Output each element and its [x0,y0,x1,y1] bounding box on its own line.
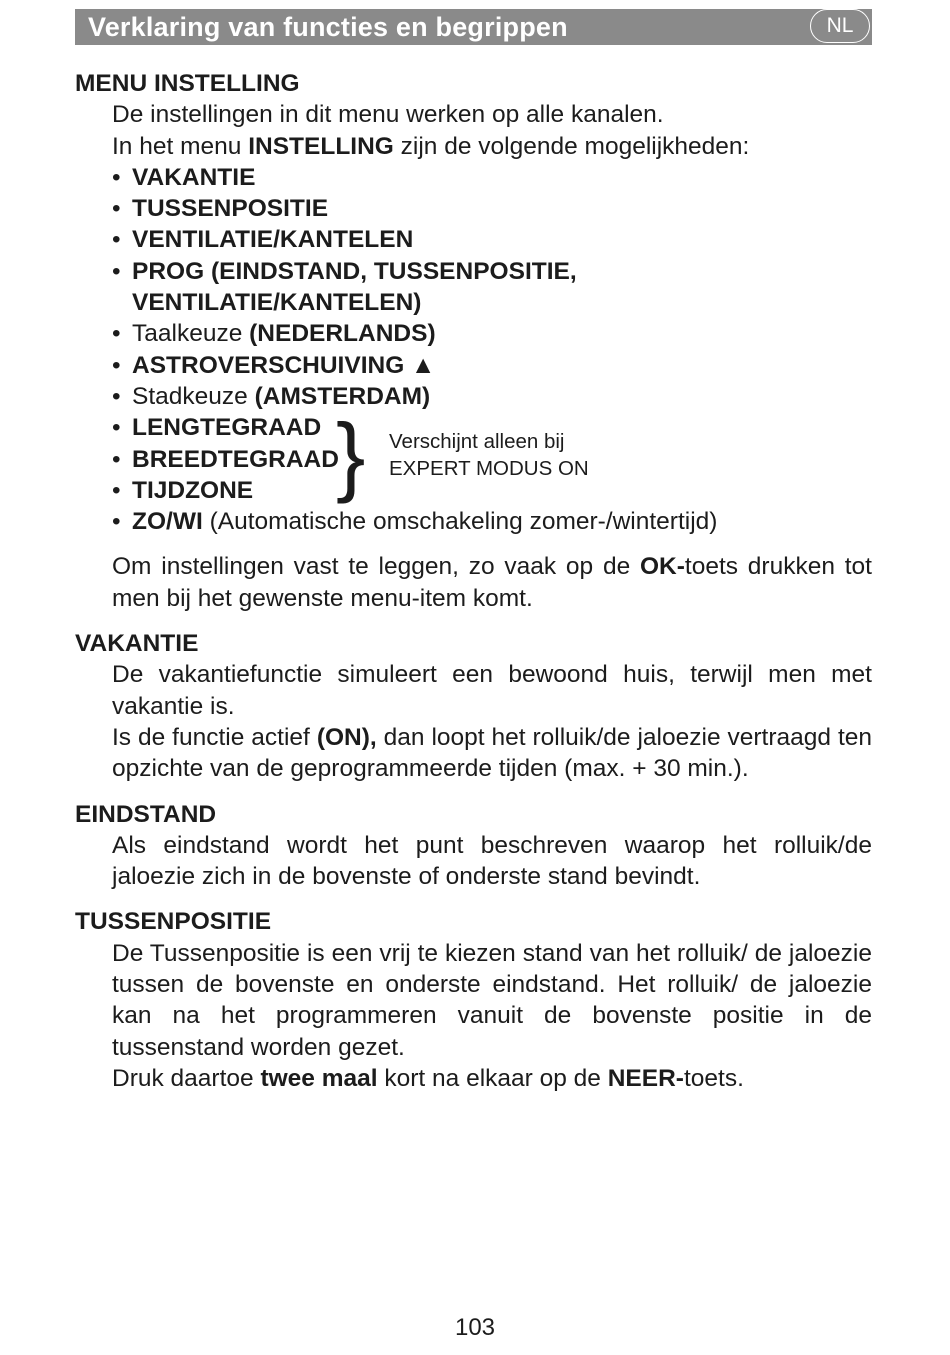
ok-instruction [112,551,872,614]
option-label: TUSSENPOSITIE [132,195,329,223]
list-item [112,193,872,224]
option-label: PROG (EINDSTAND, TUSSENPOSITIE, [132,257,577,285]
list-item [112,162,872,193]
text-middle: kort na elkaar op de [377,1064,608,1092]
bullet-icon: • [112,195,121,223]
option-label: Taalkeuze [132,320,250,348]
list-item [112,256,872,319]
option-label: TIJDZONE [132,476,254,504]
option-label: LENGTEGRAAD [132,414,322,442]
options-list-end [112,506,872,537]
paragraph [112,1063,872,1094]
option-description: (Automatische omschakeling zomer-/wintertijd) [202,508,718,536]
list-item [112,506,872,537]
ok-text-bold: OK- [639,553,685,581]
paragraph: Als eindstand wordt het punt beschreven waarop het rolluik/de jaloezie zich in de bovenste of onderste stand bevindt. [112,831,872,891]
list-item [112,224,872,255]
section-eindstand [75,799,872,893]
option-label-continued: VENTILATIE/KANTELEN) [132,289,422,317]
section-heading: VAKANTIE [75,630,199,658]
bullet-icon: • [112,476,121,504]
text-bold: (ON), [316,723,377,751]
option-label: ZO/WI [132,508,203,536]
option-label: Stadkeuze [132,382,255,410]
expert-note-line2: EXPERT MODUS ON [389,457,589,481]
section-menu-instelling [75,68,872,614]
lead-text [112,131,872,162]
text-before: Druk daartoe [112,1064,261,1092]
list-item [112,350,872,381]
section-tussenpositie [75,906,872,1094]
bullet-icon: • [112,445,121,473]
list-item [112,381,872,412]
bullet-icon: • [112,508,121,536]
page-title: Verklaring van functies en begrippen [88,12,568,42]
text-after: dan loopt het rolluik/de jaloezie vertraagd ten opzichte van de geprogrammeerde tijden (max. + 30 min.). [112,723,873,783]
expert-note-line1: Verschijnt alleen bij [389,430,565,454]
section-heading: TUSSENPOSITIE [75,908,272,936]
option-label: ASTROVERSCHUIVING ▲ [132,351,436,379]
ok-text-before: Om instellingen vast te leggen, zo vaak op de [112,553,640,581]
header-bar [75,9,872,45]
lead-text-after: zijn de volgende mogelijkheden: [393,132,750,160]
ok-text-after: toets drukken tot men bij het gewenste menu-item komt. [112,553,872,612]
section-vakantie [75,628,872,784]
curly-brace-icon: } [336,405,366,505]
document-body [75,68,872,1094]
lead-text-bold: INSTELLING [248,132,394,160]
bullet-icon: • [112,226,121,254]
section-heading: EINDSTAND [75,800,217,828]
bullet-icon: • [112,320,121,348]
options-list [112,162,872,412]
paragraph [112,722,872,785]
bullet-icon: • [112,163,121,191]
bullet-icon: • [112,414,121,442]
text-bold: twee maal [260,1064,378,1092]
option-label: BREEDTEGRAAD [132,445,339,473]
list-item [112,318,872,349]
option-label: VENTILATIE/KANTELEN [132,226,414,254]
bullet-icon: • [112,382,121,410]
text-after: toets. [683,1064,744,1092]
lead-text-before: In het menu [112,132,249,160]
bullet-icon: • [112,257,121,285]
bullet-icon: • [112,351,121,379]
page-number: 103 [454,1314,496,1341]
expert-mode-note [389,428,589,482]
text-bold: NEER- [607,1064,684,1092]
intro-text: De instellingen in dit menu werken op alle kanalen. [112,101,664,129]
option-label: VAKANTIE [132,163,256,191]
option-value: (NEDERLANDS) [249,320,436,348]
text-before: Is de functie actief [112,723,317,751]
paragraph: De vakantiefunctie simuleert een bewoond huis, terwijl men met vakantie is. [112,661,872,720]
section-heading: MENU INSTELLING [75,70,300,97]
expert-mode-group [75,405,872,506]
option-value: (AMSTERDAM) [254,382,431,410]
paragraph: De Tussenpositie is een vrij te kiezen stand van het rolluik/ de jaloezie tussen de bovenste en onderste eindstand. Het rolluik/ de jaloezie kan na het programmeren vanuit de bovenste positie in de tussenstand worden gezet. [112,939,872,1061]
language-badge: NL [810,9,870,43]
